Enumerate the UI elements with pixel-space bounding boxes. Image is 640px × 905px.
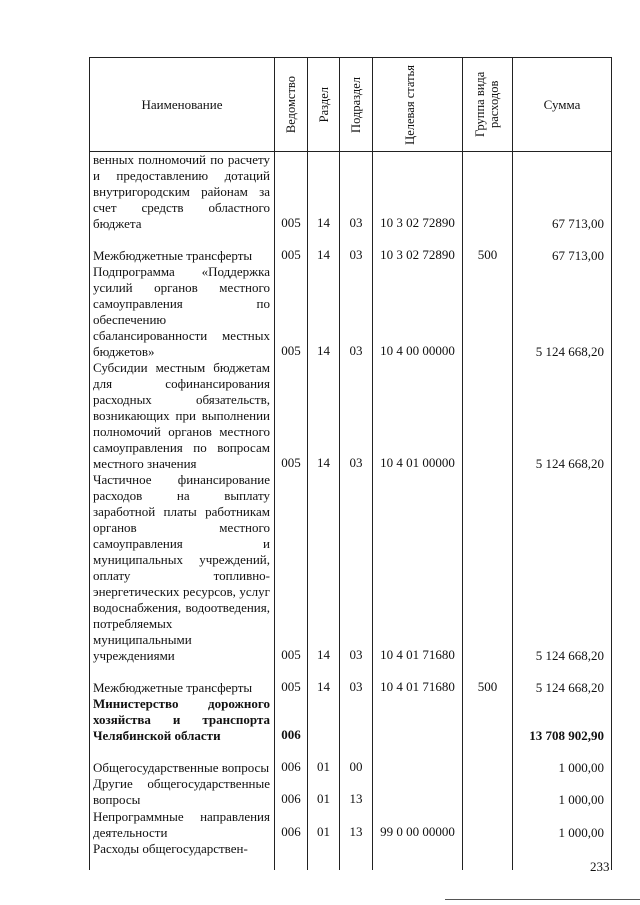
cell-section: 14 — [308, 152, 340, 233]
cell-group — [463, 841, 513, 870]
cell-subsection: 03 — [340, 152, 373, 233]
header-sum: Сумма — [513, 58, 612, 152]
cell-subsection: 03 — [340, 264, 373, 360]
cell-dept: 005 — [275, 472, 308, 664]
cell-section: 14 — [308, 232, 340, 264]
cell-target: 10 3 02 72890 — [373, 152, 463, 233]
cell-name: Межбюджетные трансферты — [90, 232, 275, 264]
cell-target — [373, 841, 463, 870]
table-row — [90, 472, 612, 664]
cell-dept: 006 — [275, 776, 308, 808]
cell-target — [373, 744, 463, 776]
cell-dept: 005 — [275, 264, 308, 360]
table-row — [90, 360, 612, 472]
cell-dept: 005 — [275, 360, 308, 472]
table-header-row — [90, 58, 612, 152]
cell-dept: 006 — [275, 808, 308, 841]
cell-section: 14 — [308, 664, 340, 696]
cell-subsection: 13 — [340, 776, 373, 808]
cell-sum: 5 124 668,20 — [513, 360, 612, 472]
table-row — [90, 664, 612, 696]
cell-target — [373, 696, 463, 744]
cell-group — [463, 776, 513, 808]
header-target: Целевая статья — [373, 58, 463, 152]
cell-section: 14 — [308, 472, 340, 664]
footer-rule — [445, 899, 640, 900]
cell-subsection: 03 — [340, 472, 373, 664]
cell-name: Подпрограмма «Поддержка усилий органов местного самоуправления по обеспечению сбалансированности местных бюджетов» — [90, 264, 275, 360]
cell-target: 10 4 00 00000 — [373, 264, 463, 360]
cell-name: Министерство дорожного хозяйства и транспорта Челябинской области — [90, 696, 275, 744]
cell-target: 99 0 00 00000 — [373, 808, 463, 841]
cell-group — [463, 744, 513, 776]
cell-group — [463, 360, 513, 472]
cell-dept: 005 — [275, 232, 308, 264]
budget-table — [89, 57, 612, 870]
cell-subsection: 03 — [340, 664, 373, 696]
table-row — [90, 232, 612, 264]
cell-sum: 1 000,00 — [513, 776, 612, 808]
cell-group — [463, 696, 513, 744]
cell-name: Межбюджетные трансферты — [90, 664, 275, 696]
cell-sum: 13 708 902,90 — [513, 696, 612, 744]
header-name: Наименование — [90, 58, 275, 152]
table-row — [90, 776, 612, 808]
cell-section: 14 — [308, 264, 340, 360]
cell-group — [463, 152, 513, 233]
cell-section: 01 — [308, 744, 340, 776]
cell-group — [463, 808, 513, 841]
cell-subsection: 03 — [340, 360, 373, 472]
cell-group — [463, 472, 513, 664]
cell-group: 500 — [463, 232, 513, 264]
cell-target: 10 4 01 00000 — [373, 360, 463, 472]
cell-group — [463, 264, 513, 360]
cell-sum: 67 713,00 — [513, 232, 612, 264]
cell-name: Расходы общегосударствен- — [90, 841, 275, 870]
cell-section — [308, 696, 340, 744]
cell-dept: 006 — [275, 744, 308, 776]
cell-subsection — [340, 841, 373, 870]
cell-subsection: 13 — [340, 808, 373, 841]
cell-subsection: 03 — [340, 232, 373, 264]
table-row — [90, 264, 612, 360]
cell-section: 01 — [308, 776, 340, 808]
cell-group: 500 — [463, 664, 513, 696]
cell-target: 10 4 01 71680 — [373, 472, 463, 664]
cell-sum: 1 000,00 — [513, 808, 612, 841]
cell-dept — [275, 841, 308, 870]
cell-sum: 5 124 668,20 — [513, 264, 612, 360]
cell-target — [373, 776, 463, 808]
table-row — [90, 696, 612, 744]
cell-name: Частичное финансирование расходов на выплату заработной платы работникам органов местного самоуправления и муниципальных учреждений, оплату топливно-энергетических ресурсов, услуг водоснабжения, водоотведения, потребляемых муниципальными учреждениями — [90, 472, 275, 664]
cell-dept: 005 — [275, 664, 308, 696]
table-row — [90, 808, 612, 841]
page-number: 233 — [590, 859, 610, 874]
header-section: Раздел — [308, 58, 340, 152]
table-row — [90, 841, 612, 870]
cell-sum: 5 124 668,20 — [513, 472, 612, 664]
table-body — [90, 152, 612, 871]
cell-section: 01 — [308, 808, 340, 841]
header-dept: Ведомство — [275, 58, 308, 152]
cell-name: Субсидии местным бюджетам для софинансирования расходных обязательств, возникающих при выполнении полномочий органов местного самоуправления по вопросам местного значения — [90, 360, 275, 472]
cell-section: 14 — [308, 360, 340, 472]
cell-target: 10 3 02 72890 — [373, 232, 463, 264]
cell-sum: 1 000,00 — [513, 744, 612, 776]
cell-name: Другие общегосударственные вопросы — [90, 776, 275, 808]
cell-sum: 67 713,00 — [513, 152, 612, 233]
cell-name: венных полномочий по расчету и предоставлению дотаций внутригородским районам за счет средств областного бюджета — [90, 152, 275, 233]
cell-name: Непрограммные направления деятельности — [90, 808, 275, 841]
table-row — [90, 744, 612, 776]
cell-subsection — [340, 696, 373, 744]
cell-sum: 5 124 668,20 — [513, 664, 612, 696]
table-row — [90, 152, 612, 233]
cell-dept: 005 — [275, 152, 308, 233]
cell-name: Общегосударственные вопросы — [90, 744, 275, 776]
cell-subsection: 00 — [340, 744, 373, 776]
header-group: Группа вида расходов — [463, 58, 513, 152]
header-subsection: Подраздел — [340, 58, 373, 152]
cell-dept: 006 — [275, 696, 308, 744]
cell-target: 10 4 01 71680 — [373, 664, 463, 696]
cell-section — [308, 841, 340, 870]
